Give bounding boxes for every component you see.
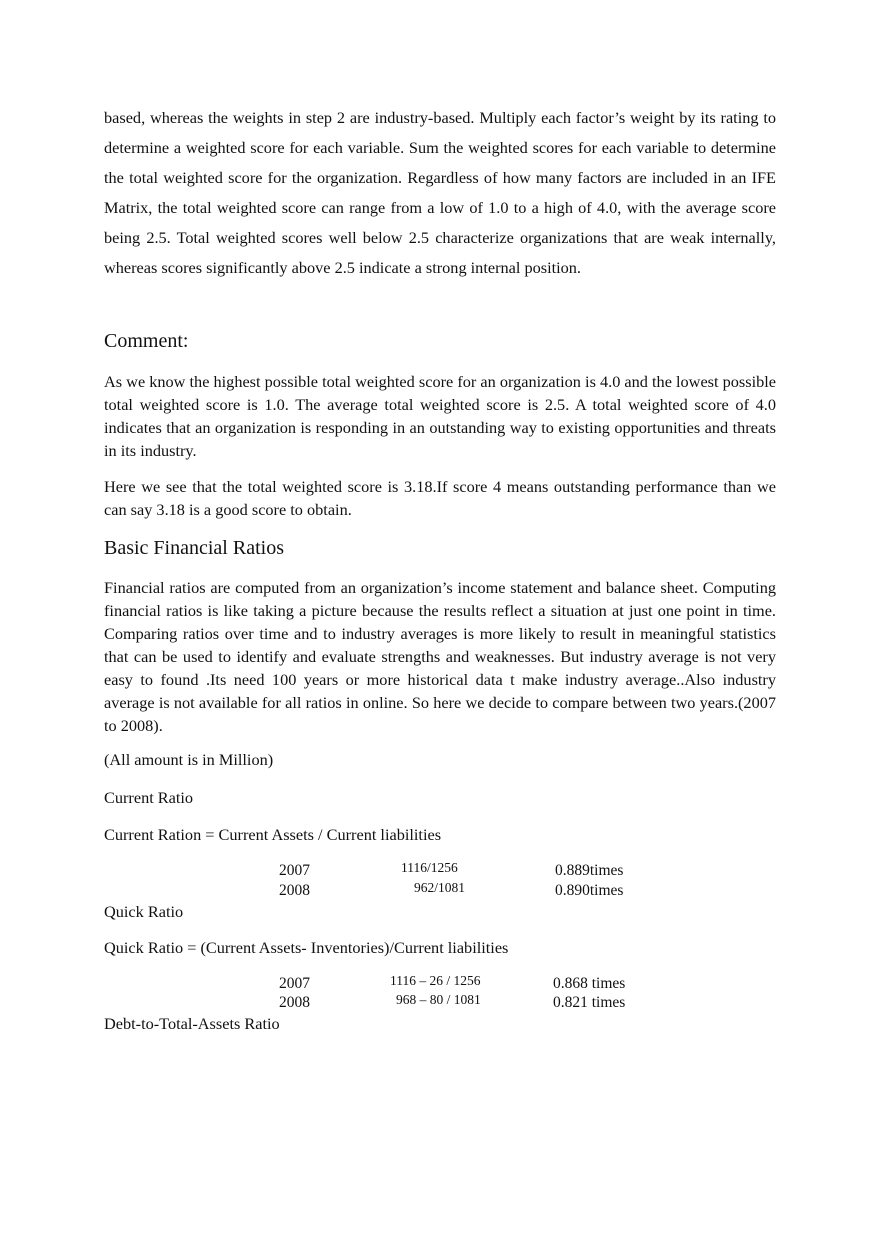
debt-ratio-title: Debt-to-Total-Assets Ratio xyxy=(104,1014,280,1033)
year-cell: 2008 xyxy=(279,882,310,899)
current-ratio-title: Current Ratio xyxy=(104,788,194,807)
result-cell: 0.821 times xyxy=(553,994,626,1011)
ratios-paragraph: Financial ratios are computed from an organization’s income statement and balance sheet. Computing financial ratios is like taking a picture because the results reflect a situation at just one point in time. Comparing ratios over time and to industry averages is more likely to result in meaningful statistics that can be used to identify and evaluate strengths and weaknesses. But industry average is not very easy to found .Its need 100 years or more historical data t make industry average..Also industry average is not available for all ratios in online. So here we decide to compare between two years.(2007 to 2008). xyxy=(104,578,776,735)
year-cell: 2008 xyxy=(279,994,310,1011)
comment-paragraph-2: Here we see that the total weighted score is 3.18.If score 4 means outstanding performance than we can say 3.18 is a good score to obtain. xyxy=(104,477,776,519)
current-ratio-formula: Current Ration = Current Assets / Current liabilities xyxy=(104,825,442,844)
calc-cell: 1116 – 26 / 1256 xyxy=(390,973,481,988)
amount-note: (All amount is in Million) xyxy=(104,750,274,769)
current-ratio-row xyxy=(104,882,776,902)
calc-cell: 1116/1256 xyxy=(401,860,458,875)
current-ratio-row xyxy=(104,862,776,882)
comment-paragraph-1: As we know the highest possible total weighted score for an organization is 4.0 and the lowest possible total weighted score is 1.0. The average total weighted score is 2.5. A total weighted score of 4.0 indicates that an organization is responding in an outstanding way to existing opportunities and threats in its industry. xyxy=(104,372,776,460)
result-cell: 0.890times xyxy=(555,882,624,899)
quick-ratio-formula: Quick Ratio = (Current Assets- Inventories)/Current liabilities xyxy=(104,938,509,957)
calc-cell: 962/1081 xyxy=(414,880,466,895)
ratios-heading: Basic Financial Ratios xyxy=(104,537,284,559)
year-cell: 2007 xyxy=(279,975,310,992)
quick-ratio-title: Quick Ratio xyxy=(104,902,184,921)
intro-paragraph: based, whereas the weights in step 2 are industry-based. Multiply each factor’s weight by its rating to determine a weighted score for each variable. Sum the weighted scores for each variable to determine the total weighted score for the organization. Regardless of how many factors are included in an IFE Matrix, the total weighted score can range from a low of 1.0 to a high of 4.0, with the average score being 2.5. Total weighted scores well below 2.5 characterize organizations that are weak internally, whereas scores significantly above 2.5 indicate a strong internal position. xyxy=(104,108,776,277)
calc-cell: 968 – 80 / 1081 xyxy=(396,992,481,1007)
result-cell: 0.889times xyxy=(555,862,624,879)
comment-heading: Comment: xyxy=(104,330,189,352)
year-cell: 2007 xyxy=(279,862,310,879)
result-cell: 0.868 times xyxy=(553,975,626,992)
quick-ratio-row xyxy=(104,994,776,1014)
